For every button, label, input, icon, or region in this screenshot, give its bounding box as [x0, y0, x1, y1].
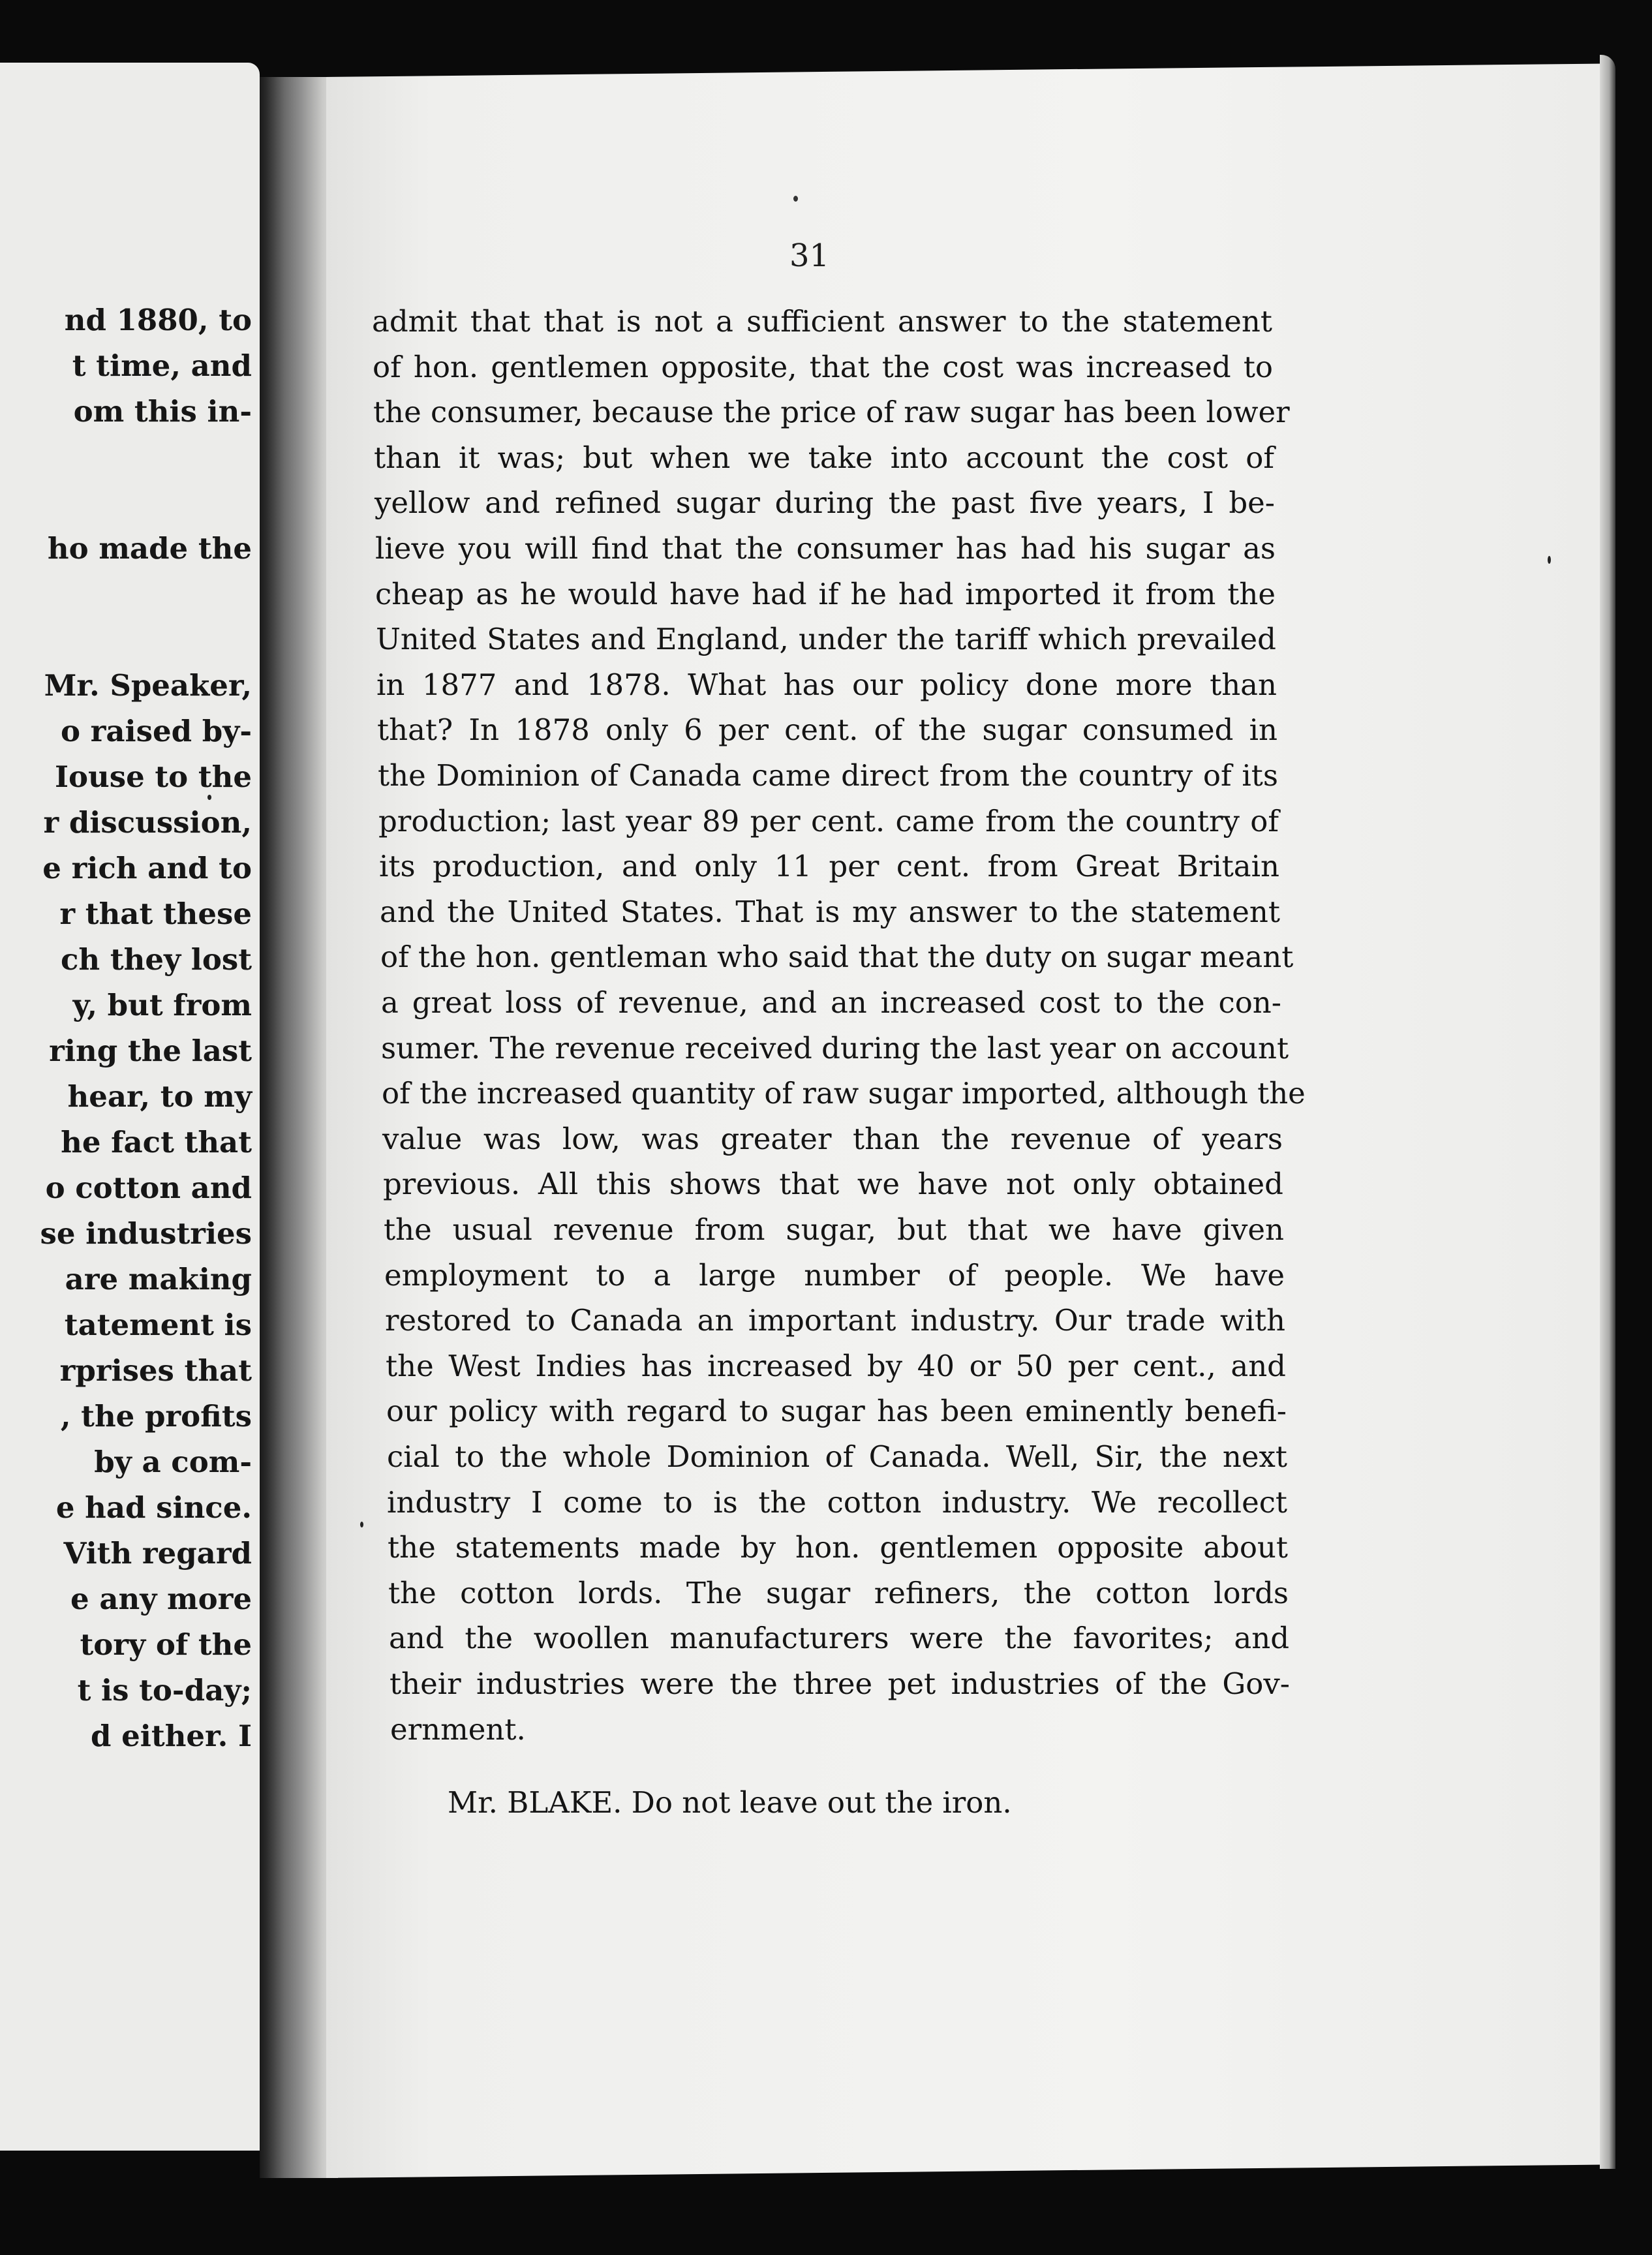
body-text-line: restored to Canada an important industry. Our trade with — [385, 1303, 1285, 1338]
body-text-line: our policy with regard to sugar has been eminently benefi- — [386, 1394, 1287, 1428]
page-number: 31 — [789, 238, 830, 274]
previous-page-line: r discussion, — [43, 805, 252, 840]
body-text-line: value was low, was greater than the revenue of years — [382, 1122, 1283, 1156]
body-text-line: and the woollen manufacturers were the favorites; and — [389, 1621, 1289, 1655]
body-text-line: and the United States. That is my answer to the statement — [380, 895, 1280, 929]
previous-page-line: y, but from — [72, 988, 252, 1022]
previous-page-line: ring the last — [49, 1034, 252, 1068]
body-text-line: yellow and refined sugar during the past five years, I be- — [375, 485, 1275, 520]
ink-speck — [207, 795, 211, 800]
body-text-line: admit that that is not a sufficient answer to the statement — [372, 304, 1272, 339]
previous-page-line: are making — [65, 1262, 252, 1296]
previous-page-line: o cotton and — [45, 1171, 252, 1205]
body-text-line: the Dominion of Canada came direct from the country of its — [378, 758, 1278, 793]
body-text-line: that? In 1878 only 6 per cent. of the sugar consumed in — [377, 713, 1277, 747]
body-text-line: the West Indies has increased by 40 or 50 per cent., and — [386, 1349, 1286, 1383]
body-text-line: the consumer, because the price of raw sugar has been lower — [373, 395, 1290, 429]
previous-page-line: rprises that — [59, 1353, 252, 1388]
body-text-line: its production, and only 11 per cent. from Great Britain — [379, 849, 1279, 883]
body-text-line: lieve you will find that the consumer has had his sugar as — [375, 531, 1276, 566]
previous-page-line: r that these — [59, 897, 252, 931]
previous-page-line: om this in- — [73, 394, 252, 429]
previous-page-line: tatement is — [64, 1308, 252, 1342]
ink-speck — [793, 196, 798, 202]
previous-page-line: nd 1880, to — [64, 303, 252, 337]
body-text-line: in 1877 and 1878. What has our policy done more than — [376, 667, 1277, 702]
speaker-remark: Mr. BLAKE. Do not leave out the iron. — [448, 1785, 1012, 1820]
body-text-line: of the increased quantity of raw sugar imported, although the — [382, 1076, 1306, 1111]
previous-page-fragment — [0, 63, 260, 2151]
previous-page-line: , the profits — [60, 1399, 252, 1434]
body-text-line: cheap as he would have had if he had imported it from the — [375, 577, 1276, 611]
previous-page-line: e rich and to — [42, 851, 252, 885]
body-text-line: United States and England, under the tariff which prevailed — [376, 622, 1276, 656]
body-text-line: production; last year 89 per cent. came from the country of — [378, 804, 1279, 838]
ink-speck — [360, 1522, 363, 1527]
body-text-line: the cotton lords. The sugar refiners, the cotton lords — [388, 1576, 1289, 1610]
previous-page-line: t is to-day; — [77, 1673, 252, 1708]
body-text-line: of hon. gentlemen opposite, that the cost was increased to — [373, 350, 1273, 384]
body-text-line: than it was; but when we take into account the cost of — [374, 440, 1274, 475]
body-text-line: ernment. — [390, 1712, 526, 1747]
body-text-line: employment to a large number of people. We have — [384, 1258, 1285, 1293]
body-text-line: the usual revenue from sugar, but that we have given — [384, 1212, 1284, 1247]
previous-page-line: Vith regard — [63, 1536, 252, 1571]
previous-page-line: e had since. — [55, 1490, 252, 1525]
body-text-line: industry I come to is the cotton industry. We recollect — [387, 1485, 1287, 1520]
body-text-line: cial to the whole Dominion of Canada. Well, Sir, the next — [387, 1439, 1287, 1474]
previous-page-line: t time, and — [72, 348, 252, 383]
previous-page-line: by a com- — [94, 1445, 252, 1479]
previous-page-line: e any more — [70, 1582, 252, 1616]
body-text-line: previous. All this shows that we have not only obtained — [383, 1167, 1283, 1201]
previous-page-line: he fact that — [61, 1125, 252, 1159]
previous-page-line: ho made the — [47, 531, 252, 566]
page-edge — [1600, 55, 1615, 2169]
previous-page-line: ch they lost — [61, 942, 252, 977]
previous-page-line: hear, to my — [67, 1079, 252, 1114]
previous-page-line: se industries — [40, 1216, 252, 1251]
previous-page-line: Iouse to the — [54, 759, 252, 794]
body-text-line: the statements made by hon. gentlemen opposite about — [388, 1530, 1288, 1565]
body-text-line: sumer. The revenue received during the last year on account — [381, 1031, 1289, 1066]
previous-page-line: d either. I — [91, 1719, 252, 1753]
body-text-line: their industries were the three pet industries of the Gov- — [390, 1666, 1290, 1701]
body-text-line: of the hon. gentleman who said that the duty on sugar meant — [380, 940, 1294, 974]
previous-page-line: tory of the — [80, 1627, 252, 1662]
previous-page-line: o raised by- — [60, 714, 252, 748]
previous-page-line: Mr. Speaker, — [44, 668, 252, 703]
ink-speck — [1548, 556, 1551, 564]
body-text-line: a great loss of revenue, and an increased cost to the con- — [381, 985, 1281, 1020]
